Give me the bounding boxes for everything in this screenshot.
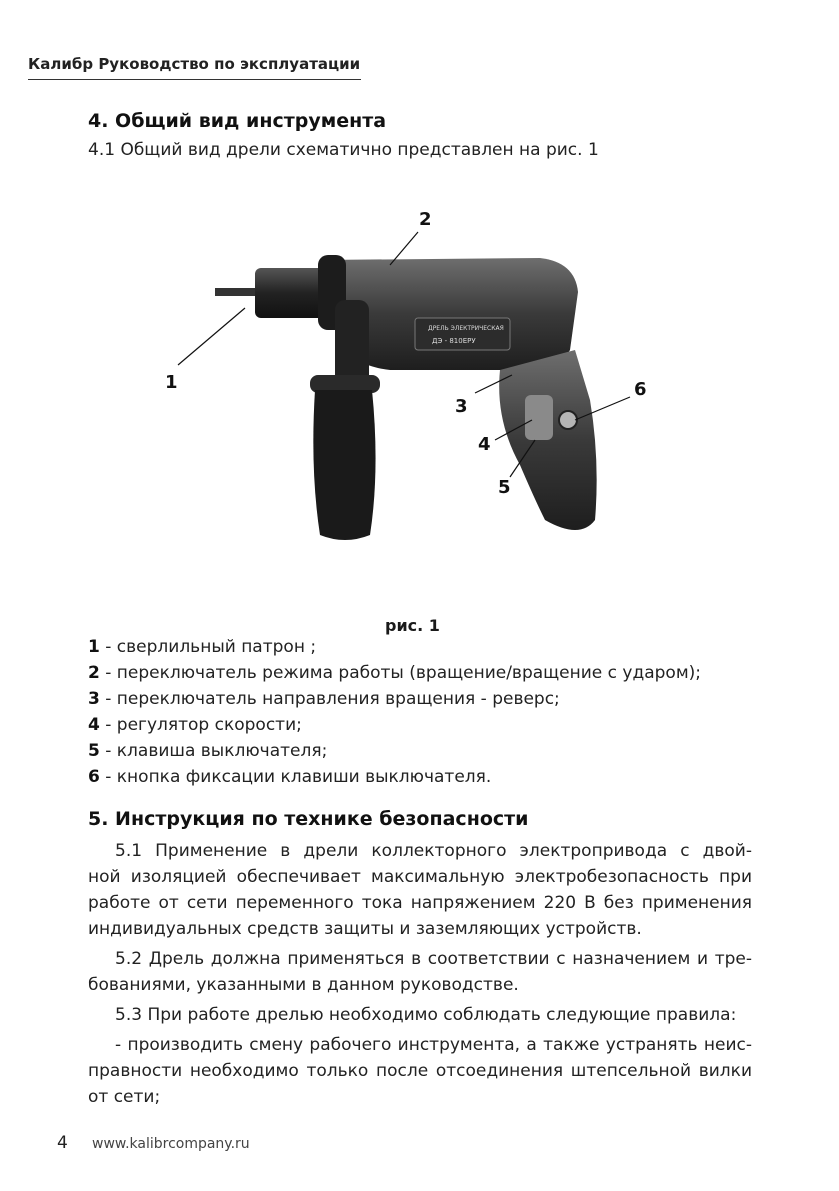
bullet-line: от сети; bbox=[88, 1087, 161, 1107]
header-rule bbox=[28, 79, 361, 80]
legend-text: - переключатель направления вращения - реверс; bbox=[99, 689, 560, 709]
legend-text: - клавиша выключателя; bbox=[99, 741, 328, 761]
body-label bbox=[415, 318, 510, 350]
legend-number: 6 bbox=[88, 767, 100, 787]
bullet-line: правности необходимо только после отсоединения штепсельной вилки bbox=[88, 1061, 752, 1081]
figure-caption: рис. 1 bbox=[385, 616, 440, 635]
paragraph-5-1-line: работе от сети переменного тока напряжением 220 В без применения bbox=[88, 893, 752, 913]
legend-item bbox=[88, 738, 808, 764]
legend-text: - сверлильный патрон ; bbox=[99, 637, 317, 657]
section-4-title: 4. Общий вид инструмента bbox=[88, 110, 387, 132]
bullet-line: - производить смену рабочего инструмента, а также устранять неис- bbox=[115, 1035, 752, 1055]
drill-illustration bbox=[150, 200, 690, 570]
legend-item bbox=[88, 686, 808, 712]
legend-number: 2 bbox=[88, 663, 100, 683]
section-4-intro: 4.1 Общий вид дрели схематично представлен на рис. 1 bbox=[88, 140, 599, 160]
callout-6: 6 bbox=[634, 379, 647, 400]
body-label-brand: ДРЕЛЬ ЭЛЕКТРИЧЕСКАЯ bbox=[428, 325, 504, 332]
callout-2: 2 bbox=[419, 209, 432, 230]
legend-text: - переключатель режима работы (вращение/вращение с ударом); bbox=[99, 663, 702, 683]
legend-item bbox=[88, 634, 808, 660]
legend-number: 1 bbox=[88, 637, 100, 657]
legend-item bbox=[88, 764, 808, 790]
legend-text: - регулятор скорости; bbox=[99, 715, 302, 735]
callout-5: 5 bbox=[498, 477, 511, 498]
legend-number: 3 bbox=[88, 689, 100, 709]
legend-item bbox=[88, 660, 808, 686]
speed-trigger bbox=[525, 395, 553, 440]
legend-list bbox=[88, 634, 808, 790]
page-number: 4 bbox=[57, 1133, 68, 1153]
lock-button bbox=[559, 411, 577, 429]
legend-item bbox=[88, 712, 808, 738]
paragraph-5-2-line: бованиями, указанными в данном руководстве. bbox=[88, 975, 519, 995]
paragraph-5-1-line: индивидуальных средств защиты и заземляющих устройств. bbox=[88, 919, 642, 939]
chuck bbox=[255, 268, 325, 318]
footer-url: www.kalibrcompany.ru bbox=[92, 1136, 250, 1152]
callout-3: 3 bbox=[455, 396, 468, 417]
running-header: Калибр Руководство по эксплуатации bbox=[28, 55, 361, 73]
legend-number: 4 bbox=[88, 715, 100, 735]
drill-figure bbox=[150, 200, 690, 570]
callout-1: 1 bbox=[165, 372, 178, 393]
legend-text: - кнопка фиксации клавиши выключателя. bbox=[99, 767, 492, 787]
callout-4: 4 bbox=[478, 434, 491, 455]
paragraph-5-2-line: 5.2 Дрель должна применяться в соответствии с назначением и тре- bbox=[115, 949, 752, 969]
paragraph-5-3: 5.3 При работе дрелью необходимо соблюдать следующие правила: bbox=[115, 1005, 737, 1025]
pistol-grip bbox=[499, 350, 596, 530]
body-label-model: ДЭ - 810ЕРУ bbox=[432, 337, 476, 345]
section-5-title: 5. Инструкция по технике безопасности bbox=[88, 808, 529, 830]
side-handle bbox=[313, 390, 375, 540]
legend-number: 5 bbox=[88, 741, 100, 761]
paragraph-5-1-line: ной изоляцией обеспечивает максимальную электробезопасность при bbox=[88, 867, 752, 887]
paragraph-5-1-line: 5.1 Применение в дрели коллекторного электропривода с двой- bbox=[115, 841, 752, 861]
